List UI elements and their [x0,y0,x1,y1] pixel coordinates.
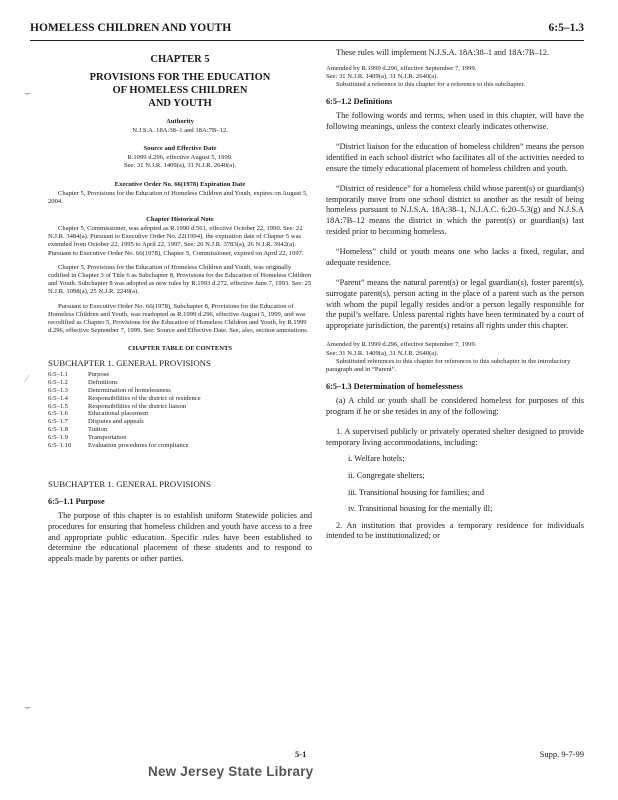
determination-1-iii: iii. Transitional housing for families; and [348,487,484,497]
margin-mark-icon: ⌣ [24,702,31,713]
toc-item: 6:5–1.5 Responsibilities of the district liaison [48,402,187,410]
right-column [326,48,584,542]
definition-district-liaison: “District liaison for the education of homeless children” means the person identified in each school district who facilitates all of the activities needed to ensure the timely educational placement of homeless children and youth. [326,142,584,173]
determination-2: 2. An institution that provides a temporary residence for individuals intended to be institutionalized; or [326,520,584,541]
history-paragraph-1: Chapter 5, Commissioner, was adopted as R.1990 d.561, effective October 22, 1990. See: 22 N.J.R. 3484(a). Pursuant to Executive Order No. 22(1994), the expiration date of Chapter 5 was extended from October 22, 1995 to April 22, 1997. See: 26 N.J.R. 3783(a), 26 N.J.R. 3942(a). Pursuant to Executive Order No. 66(1978), Chapter 5, Commissioner, expired on April 22, 1997. [48,225,304,257]
toc-item: 6:5–1.4 Responsibilities of the district of residence [48,394,201,402]
left-column [48,48,312,564]
source-text-2: See: 31 N.J.R. 1409(a), 31 N.J.R. 2640(a). [123,162,237,170]
library-stamp: New Jersey State Library [148,764,314,779]
chapter-number: CHAPTER 5 [150,54,210,65]
chapter-title: PROVISIONS FOR THE EDUCATION OF HOMELESS CHILDREN AND YOUTH [89,72,271,109]
determination-1-i: i. Welfare hotels; [348,454,405,464]
toc-heading: CHAPTER TABLE OF CONTENTS [127,345,233,353]
determination-1: 1. A supervised publicly or privately operated shelter designed to provide temporary living accommodations, including: [326,427,584,447]
page-number: 5-1 [295,749,307,759]
toc-item: 6:5–1.6 Educational placement [48,410,149,418]
history-heading: Chapter Historical Note [146,216,214,224]
history-paragraph-2: Chapter 5, Provisions for the Education of Homeless Children and Youth, was originally codified in Chapter 3 of Title 6 as Subchapter 8, Provisions for the Education of Homeless Children and Youth. Subchapter 8 was adopted as new rules by R.1993 d.272, effective June 7, 1993. See: 25 N.J.R. 1098(a), 25 N.J.R. 2249(a). [48,263,312,296]
section-purpose-heading: 6:5–1.1 Purpose [48,497,105,507]
header-rule [30,40,584,41]
source-text-1: R.1999 d.296, effective August 5, 1999. [127,154,233,162]
eo-heading: Executive Order No. 66(1978) Expiration Date [114,180,246,188]
margin-mark-icon: ⌣ [24,88,31,99]
amendment-note-1: Amended by R.1999 d.296, effective September 7, 1999. [326,64,477,72]
authority-heading: Authority [166,118,194,125]
subchapter-heading: SUBCHAPTER 1. GENERAL PROVISIONS [48,479,211,490]
determination-1-iv: iv. Transitional housing for the mentally ill; [348,504,493,514]
table-of-contents [48,371,312,449]
toc-subchapter-heading: SUBCHAPTER 1. GENERAL PROVISIONS [48,358,211,369]
margin-mark-icon: ⁄ [26,374,28,385]
amendment-note-2-desc: Substituted references to this chapter for references to this subchapter in the introductory paragraph and in “Parent”. [326,357,571,373]
amendment-note-2-see: See: 31 N.J.R. 1409(a), 31 N.J.R. 2640(a). [326,349,439,357]
section-purpose-text: The purpose of this chapter is to establish uniform Statewide policies and procedures for ensuring that homeless children and youth have access to a free and appropriate public education. Specific rules have been established to determine the educational placement of these students and to respond to appeals made by parents or other parties. [48,511,312,563]
section-determination-heading: 6:5–1.3 Determination of homelessness [326,382,463,392]
page-footer [0,749,618,763]
implement-text: These rules will implement N.J.S.A. 18A:38–1 and 18A:7B–12. [336,48,549,57]
running-header-section: 6:5–1.3 [548,22,584,34]
amendment-note-1-see: See: 31 N.J.R. 1409(a), 31 N.J.R. 2640(a). [326,72,439,80]
toc-item: 6:5–1.7 Disputes and appeals [48,418,144,426]
definition-district-of-residence: “District of residence” for a homeless child whose parent(s) or guardian(s) temporarily move from one school district to another as the result of being homeless pursuant to N.J.S.A. 18A:38–1, N.J.A.C. 6:20–5.3(g) and N.J.S.A 18A:7B–12 means the district in which the parent(s) or guardian(s) last resided prior to becoming homeless. [326,184,584,236]
toc-item: 6:5–1.10 Evaluation procedures for compliance [48,441,189,449]
determination-a: (a) A child or youth shall be considered homeless for purposes of this program if he or she resides in any of the following: [326,396,584,416]
definitions-intro: The following words and terms, when used in this chapter, will have the following meanings, unless the context clearly indicates otherwise. [326,111,584,131]
definition-parent: “Parent” means the natural parent(s) or legal guardian(s), foster parent(s), surrogate parent(s), person acting in the place of a parent such as the person with whom the pupil legally resides and/or a person legally responsible for the pupil’s welfare. Unless parental rights have been terminated by a court of appropriate jurisdiction, the parent(s) retains all rights under this chapter. [326,278,584,330]
amendment-note-1-desc: Substituted a reference to this chapter for a reference to this subchapter. [336,81,525,88]
toc-item: 6:5–1.2 Definitions [48,379,118,387]
section-definitions-heading: 6:5–1.2 Definitions [326,97,393,107]
toc-item: 6:5–1.1 Purpose [48,371,110,379]
source-heading: Source and Effective Date [143,145,217,153]
supplement-date: Supp. 9-7-99 [539,749,584,759]
authority-text: N.J.S.A. 18A:38–1 and 18A:7B–12. [132,127,228,134]
eo-text: Chapter 5, Provisions for the Education of Homeless Children and Youth, expires on August 5, 2004. [48,189,308,205]
toc-item: 6:5–1.8 Tuition [48,426,108,434]
amendment-note-2: Amended by R.1999 d.296, effective September 7, 1999. [326,341,477,349]
determination-1-ii: ii. Congregate shelters; [348,471,425,481]
toc-item: 6:5–1.3 Determination of homelessness [48,387,171,395]
history-paragraph-3: Pursuant to Executive Order No. 66(1978), Subchapter 8, Provisions for the Education of Homeless Children and Youth, was readopted as R.1999 d.296, effective August 5, 1999, and was recodified as Chapter 5, Provisions for the Education of Homeless Children and Youth, by R.1999 d.296, effective September 7, 1999. See: Source and Effective Date. See, also, section annotations. [48,302,309,335]
definition-homeless: “Homeless” child or youth means one who lacks a fixed, regular, and adequate residence. [326,247,584,267]
toc-item: 6:5–1.9 Transportation [48,433,127,441]
running-header-title: HOMELESS CHILDREN AND YOUTH [30,22,232,34]
running-header [30,22,584,38]
